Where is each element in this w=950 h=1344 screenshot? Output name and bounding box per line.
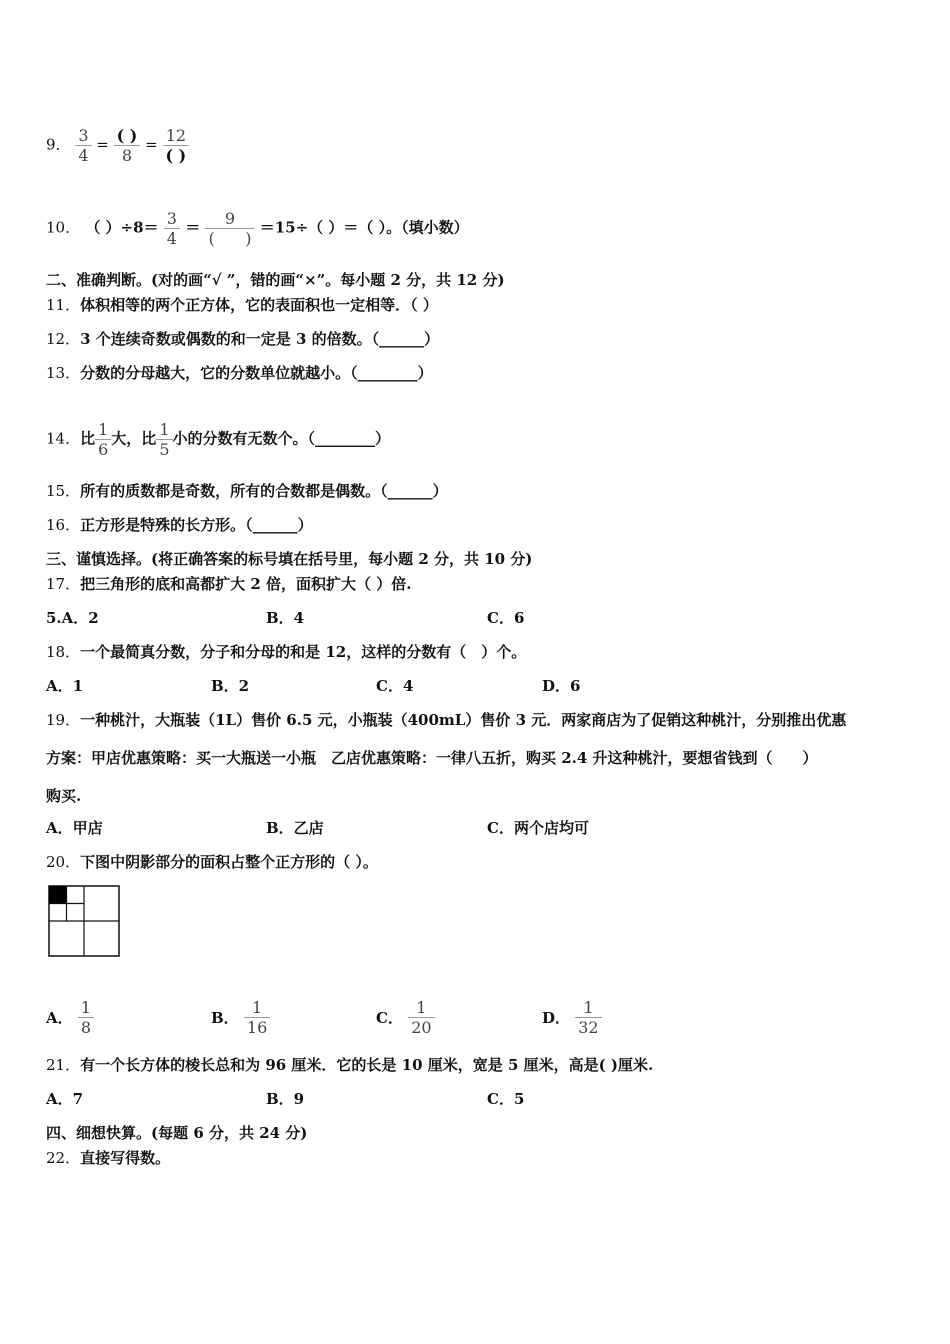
option-c[interactable]: C．6 bbox=[487, 609, 525, 627]
question-number: 20． bbox=[46, 853, 81, 871]
option-b[interactable]: B．4 bbox=[266, 609, 305, 627]
option-a[interactable]: A．甲店 bbox=[46, 819, 103, 837]
question-text: 一种桃汁，大瓶装（1L）售价 6.5 元，小瓶装（400mL）售价 3 元．两家商店为了促销这种桃汁，分别推出优惠 bbox=[80, 711, 847, 729]
option-c[interactable]: C．4 bbox=[376, 677, 414, 695]
option-a[interactable]: A． $\frac{1}{8}$ bbox=[46, 998, 94, 1037]
question-11 bbox=[46, 295, 438, 315]
fraction: $\frac{1}{6}$ bbox=[95, 420, 111, 459]
question-text: 直接写得数。 bbox=[80, 1149, 171, 1167]
question-10 bbox=[46, 209, 469, 248]
option-b[interactable]: B． $\frac{1}{16}$ bbox=[211, 998, 270, 1037]
question-number: 13． bbox=[46, 364, 81, 382]
question-number: 15． bbox=[46, 482, 81, 500]
question-text: 3 个连续奇数或偶数的和一定是 3 的倍数。（______） bbox=[80, 330, 440, 348]
question-text: 分数的分母越大，它的分数单位就越小。（________） bbox=[80, 364, 433, 382]
fraction: $\frac{1}{5}$ bbox=[156, 420, 172, 459]
shaded-region bbox=[49, 886, 67, 904]
question-text: ＝15÷（ ）＝（ ）。（填小数） bbox=[259, 218, 469, 237]
option-d[interactable]: D． $\frac{1}{32}$ bbox=[542, 998, 602, 1037]
section-4-heading: 四、细想快算。(每题 6 分，共 24 分) bbox=[46, 1124, 308, 1142]
option-b[interactable]: B．9 bbox=[266, 1090, 305, 1108]
question-13 bbox=[46, 363, 433, 383]
question-9 bbox=[46, 126, 189, 165]
question-number: 21． bbox=[46, 1056, 81, 1074]
question-text: 大，比 bbox=[111, 429, 157, 448]
section-2-heading: 二、准确判断。(对的画“√ ”，错的画“×”。每小题 2 分，共 12 分) bbox=[46, 271, 505, 289]
question-number: 12． bbox=[46, 330, 81, 348]
question-20 bbox=[46, 852, 378, 872]
fraction: $\frac{9}{( )}$ bbox=[205, 209, 254, 248]
fraction: $\frac{( )}{8}$ bbox=[114, 126, 141, 165]
section-3-heading: 三、谨慎选择。(将正确答案的标号填在括号里，每小题 2 分，共 10 分) bbox=[46, 550, 533, 568]
question-number: 10． bbox=[46, 218, 81, 237]
question-text: 正方形是特殊的长方形。（______） bbox=[80, 516, 313, 534]
question-number: 22． bbox=[46, 1149, 81, 1167]
option-c[interactable]: C．5 bbox=[487, 1090, 525, 1108]
option-a[interactable]: A．1 bbox=[46, 677, 84, 695]
question-number: 18． bbox=[46, 643, 81, 661]
option-b[interactable]: B．2 bbox=[211, 677, 250, 695]
question-text: 下图中阴影部分的面积占整个正方形的（ ）。 bbox=[80, 853, 378, 871]
option-a[interactable]: 5.A．2 bbox=[46, 609, 99, 627]
question-text: （ ）÷8＝ bbox=[85, 218, 159, 237]
question-number: 14． bbox=[46, 429, 81, 448]
option-d[interactable]: D．6 bbox=[542, 677, 581, 695]
question-text: 比 bbox=[80, 429, 96, 448]
question-text: 体积相等的两个正方体，它的表面积也一定相等．（ ） bbox=[80, 296, 438, 314]
question-number: 9． bbox=[46, 135, 71, 154]
question-text: 把三角形的底和高都扩大 2 倍，面积扩大（ ）倍. bbox=[80, 575, 412, 593]
question-19-line-3: 购买. bbox=[46, 787, 82, 805]
question-text: 所有的质数都是奇数，所有的合数都是偶数。（______） bbox=[80, 482, 448, 500]
equals: ＝ bbox=[185, 218, 201, 237]
square-figure bbox=[48, 885, 122, 959]
question-18 bbox=[46, 642, 526, 662]
question-15 bbox=[46, 481, 448, 501]
fraction: $\frac{3}{4}$ bbox=[75, 126, 91, 165]
option-b[interactable]: B．乙店 bbox=[266, 819, 324, 837]
question-number: 16． bbox=[46, 516, 81, 534]
fraction: $\frac{12}{( )}$ bbox=[163, 126, 190, 165]
question-14 bbox=[46, 420, 390, 459]
option-c[interactable]: C．两个店均可 bbox=[487, 819, 589, 837]
question-19-line-2: 方案：甲店优惠策略：买一大瓶送一小瓶 乙店优惠策略：一律八五折，购买 2.4 升这种桃汁，要想省钱到（ ） bbox=[46, 749, 818, 767]
question-17 bbox=[46, 574, 411, 594]
question-number: 17． bbox=[46, 575, 81, 593]
equals: = bbox=[96, 135, 109, 154]
question-21 bbox=[46, 1055, 653, 1075]
option-a[interactable]: A．7 bbox=[46, 1090, 84, 1108]
equals: = bbox=[145, 135, 158, 154]
question-text: 一个最简真分数，分子和分母的和是 12，这样的分数有（ ）个。 bbox=[80, 643, 527, 661]
question-12 bbox=[46, 329, 439, 349]
option-c[interactable]: C． $\frac{1}{20}$ bbox=[376, 998, 435, 1037]
question-22 bbox=[46, 1148, 170, 1168]
fraction: $\frac{3}{4}$ bbox=[164, 209, 180, 248]
question-19 bbox=[46, 710, 846, 730]
question-number: 19． bbox=[46, 711, 81, 729]
question-text: 有一个长方体的棱长总和为 96 厘米．它的长是 10 厘米，宽是 5 厘米，高是( )厘米. bbox=[80, 1056, 654, 1074]
question-text: 小的分数有无数个。（________） bbox=[172, 429, 391, 448]
question-16 bbox=[46, 515, 313, 535]
question-number: 11． bbox=[46, 296, 81, 314]
